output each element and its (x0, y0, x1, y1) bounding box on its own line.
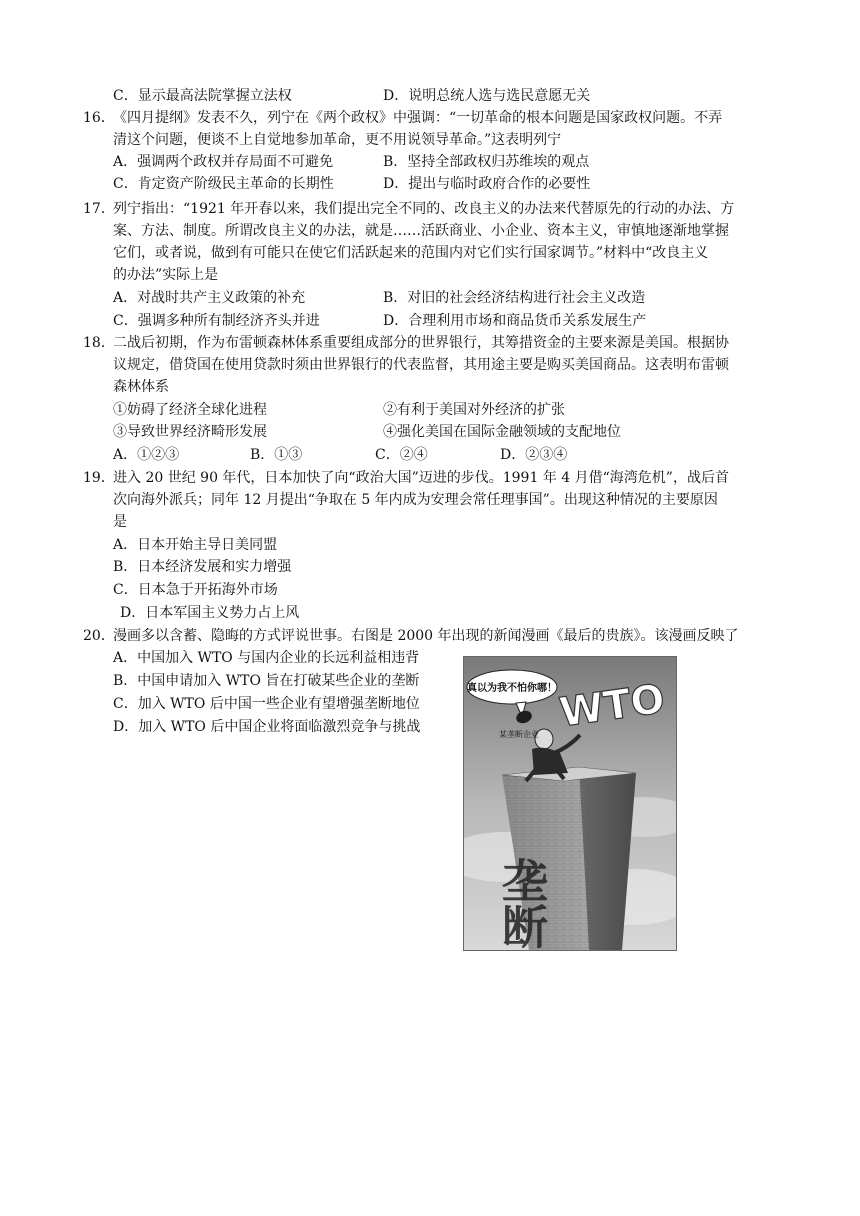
q18-item-2: ②有利于美国对外经济的扩张 (383, 402, 565, 418)
q20-option-c[interactable]: C．加入 WTO 后中国一些企业有望增强垄断地位 (113, 696, 420, 712)
question-stem-line: 清这个问题，便谈不上自觉地参加革命，更不用说领导革命。”这表明列宁 (113, 132, 562, 148)
q18-item-4: ④强化美国在国际金融领域的支配地位 (383, 424, 621, 440)
q17-option-c[interactable]: C．强调多种所有制经济齐头并进 (113, 313, 320, 329)
question-stem-line: 列宁指出：“1921 年开春以来，我们提出完全不同的、改良主义的办法来代替原先的行动的办法、方 (113, 201, 735, 217)
q15-option-d[interactable]: D．说明总统人选与选民意愿无关 (383, 88, 591, 104)
question-stem-line: 漫画多以含蓄、隐晦的方式评说世事。右图是 2000 年出现的新闻漫画《最后的贵族》。该漫画反映了 (113, 628, 739, 644)
question-stem-line: 二战后初期，作为布雷顿森林体系重要组成部分的世界银行，其筹措资金的主要来源是美国。根据协 (113, 335, 729, 351)
q18-option-c[interactable]: C．②④ (375, 447, 428, 463)
q20-option-b[interactable]: B．中国申请加入 WTO 旨在打破某些企业的垄断 (113, 673, 420, 689)
question-stem-line: 《四月提纲》发表不久，列宁在《两个政权》中强调：“一切革命的根本问题是国家政权问题。不弄 (113, 110, 723, 126)
question-stem-line: 它们，或者说，做到有可能只在使它们活跃起来的范围内对它们实行国家调节。”材料中“改良主义 (113, 245, 709, 261)
q18-option-a[interactable]: A．①②③ (113, 447, 180, 463)
question-stem-line: 案、方法、制度。所谓改良主义的办法，就是……活跃商业、小企业、资本主义，审慎地逐渐地掌握 (113, 223, 729, 239)
q19-option-b[interactable]: B．日本经济发展和实力增强 (113, 559, 292, 575)
figure-label: 某垄断企业 (499, 730, 539, 739)
q16-option-c[interactable]: C．肯定资产阶级民主革命的长期性 (113, 176, 334, 192)
question-number: 18． (83, 335, 115, 351)
q20-option-d[interactable]: D．加入 WTO 后中国企业将面临激烈竞争与挑战 (113, 719, 421, 735)
q16-option-b[interactable]: B．坚持全部政权归苏维埃的观点 (383, 154, 590, 170)
question-number: 19． (83, 470, 115, 486)
q18-item-3: ③导致世界经济畸形发展 (113, 424, 267, 440)
q18-option-d[interactable]: D．②③④ (500, 447, 568, 463)
q16-option-d[interactable]: D．提出与临时政府合作的必要性 (383, 176, 591, 192)
q17-option-d[interactable]: D．合理利用市场和商品货币关系发展生产 (383, 313, 647, 329)
question-stem-line: 的办法”实际上是 (113, 267, 219, 283)
q18-item-1: ①妨碍了经济全球化进程 (113, 402, 267, 418)
q15-option-c[interactable]: C．显示最高法院掌握立法权 (113, 88, 292, 104)
question-number: 20． (83, 628, 115, 644)
question-stem-line: 议规定，借贷国在使用贷款时须由世界银行的代表监督，其用途主要是购买美国商品。这表明布雷顿 (113, 357, 729, 373)
question-stem-line: 次向海外派兵；同年 12 月提出“争取在 5 年内成为安理会常任理事国”。出现这种情况的主要原因 (113, 492, 718, 508)
q19-option-c[interactable]: C．日本急于开拓海外市场 (113, 582, 278, 598)
q16-option-a[interactable]: A．强调两个政权并存局面不可避免 (113, 154, 334, 170)
wto-label: WTO (556, 676, 668, 737)
tower-text: 垄断 (495, 857, 549, 949)
question-number: 17． (83, 201, 115, 217)
q18-option-b[interactable]: B．①③ (250, 447, 303, 463)
question-stem-line: 进入 20 世纪 90 年代，日本加快了向“政治大国”迈进的步伐。1991 年 4 月借“海湾危机”，战后首 (113, 470, 729, 486)
q17-option-a[interactable]: A．对战时共产主义政策的补充 (113, 290, 306, 306)
q19-option-d[interactable]: D．日本军国主义势力占上风 (120, 605, 300, 621)
q19-option-a[interactable]: A．日本开始主导日美同盟 (113, 537, 278, 553)
question-number: 16． (83, 110, 115, 126)
cartoon-last-aristocrat (463, 656, 677, 951)
question-stem-line: 森林体系 (113, 379, 169, 395)
speech-bubble-text: 真以为我不怕你哪！ (467, 683, 557, 694)
q20-option-a[interactable]: A．中国加入 WTO 与国内企业的长远利益相违背 (113, 650, 420, 666)
q17-option-b[interactable]: B．对旧的社会经济结构进行社会主义改造 (383, 290, 646, 306)
question-stem-line: 是 (113, 514, 127, 530)
